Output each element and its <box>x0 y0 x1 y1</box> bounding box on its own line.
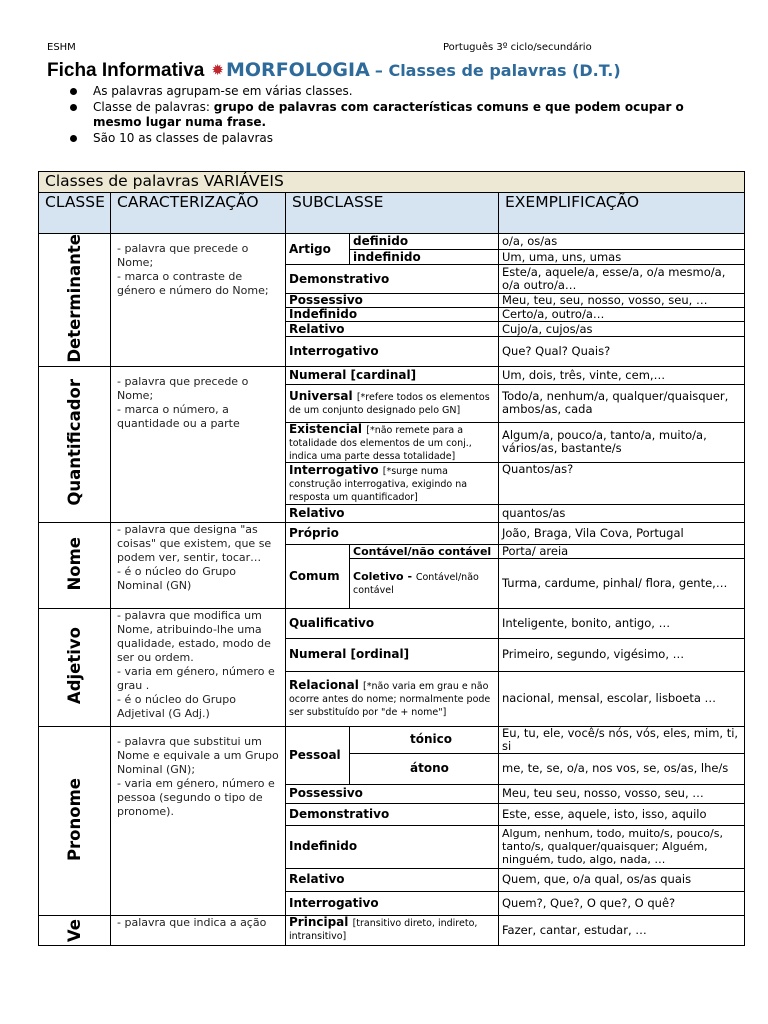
ex-tonico: Eu, tu, ele, você/s nós, vós, eles, mim, ti, si <box>499 726 745 753</box>
class-pronome <box>39 726 111 915</box>
sub-relativo-p: Relativo <box>286 868 499 891</box>
sub-numeral-ordinal: Numeral [ordinal] <box>286 638 499 671</box>
ex-demonstrativo-p: Este, esse, aquele, isto, isso, aquilo <box>499 803 745 825</box>
sub-coletivo-label: Coletivo - <box>353 570 413 584</box>
sub-interrogativo: Interrogativo <box>286 337 499 366</box>
ex-contavel: Porta/ areia <box>499 544 745 558</box>
header-classe: CLASSE <box>39 193 111 234</box>
sub-relacional <box>286 671 499 726</box>
page-title <box>47 59 621 82</box>
sub-principal <box>286 915 499 945</box>
ex-atono: me, te, se, o/a, nos vos, se, os/as, lhe/s <box>499 753 745 784</box>
sub-principal-label: Principal <box>289 915 349 929</box>
ex-numeral-ordinal: Primeiro, segundo, vigésimo, … <box>499 638 745 671</box>
ex-interrogativo-q: Quantos/as? <box>499 462 745 504</box>
sub-demonstrativo-p: Demonstrativo <box>286 803 499 825</box>
sub-relativo: Relativo <box>286 322 499 337</box>
ex-interrogativo-p: Quem?, Que?, O que?, O quê? <box>499 891 745 915</box>
sub-indefinido: indefinido <box>350 250 499 265</box>
class-label: Adjetivo <box>65 627 84 705</box>
class-nome <box>39 522 111 608</box>
sub-definido: definido <box>350 234 499 250</box>
class-label: Ve <box>65 918 84 942</box>
class-label: Nome <box>65 536 84 591</box>
sub-relacional-note: [*não varia em grau e não ocorre antes do nome; normalmente pode ser substituído por "de + nome"] <box>289 681 491 719</box>
ex-universal: Todo/a, nenhum/a, qualquer/quaisquer, ambos/as, cada <box>499 384 745 422</box>
sub-coletivo <box>350 558 499 608</box>
car-pronome: - palavra que substitui um Nome e equivale a um Grupo Nominal (GN); - varia em género, número e pessoa (segundo o tipo de pronome). <box>111 726 286 915</box>
ex-relativo: Cujo/a, cujos/as <box>499 322 745 337</box>
ex-definido: o/a, os/as <box>499 234 745 250</box>
sub-demonstrativo: Demonstrativo <box>286 265 499 293</box>
car-verbo: - palavra que indica a ação <box>111 915 286 945</box>
class-label: Quantificador <box>65 379 84 506</box>
sub-possessivo: Possessivo <box>286 293 499 307</box>
ex-numeral-cardinal: Um, dois, três, vinte, cem,… <box>499 366 745 384</box>
class-verbo <box>39 915 111 945</box>
sub-universal-note: [*refere todos os elementos de um conjunto designado pelo GN] <box>289 392 490 417</box>
bullet-text: Classe de palavras: <box>93 99 214 114</box>
title-part3: – Classes de palavras (D.T.) <box>374 61 621 80</box>
sub-interrogativo-p: Interrogativo <box>286 891 499 915</box>
intro-bullet-list <box>68 84 708 146</box>
bullet-text: As palavras agrupam-se em várias classes. <box>93 84 353 98</box>
sub-universal <box>286 384 499 422</box>
ex-indefinido-p: Algum, nenhum, todo, muito/s, pouco/s, tanto/s, qualquer/quaisquer; Alguém, ninguém, tudo, algo, nada, … <box>499 825 745 868</box>
sub-qualificativo: Qualificativo <box>286 608 499 638</box>
ex-proprio: João, Braga, Vila Cova, Portugal <box>499 522 745 544</box>
sub-atono: átono <box>350 753 499 784</box>
class-determinante <box>39 234 111 367</box>
sub-existencial-note: [*não remete para a totalidade dos elementos de um conj., indica uma parte dessa totalidade] <box>289 424 472 462</box>
sub-comum: Comum <box>286 544 350 608</box>
ex-relativo-q: quantos/as <box>499 504 745 522</box>
word-classes-table <box>38 171 745 946</box>
bullet-item <box>68 100 708 131</box>
car-nome: - palavra que designa "as coisas" que existem, que se podem ver, sentir, tocar… - é o núcleo do Grupo Nominal (GN) <box>111 522 286 608</box>
sub-artigo: Artigo <box>286 234 350 265</box>
ex-possessivo: Meu, teu, seu, nosso, vosso, seu, … <box>499 293 745 307</box>
sub-tonico: tónico <box>350 726 499 753</box>
header-exemplificacao: EXEMPLIFICAÇÃO <box>499 193 745 234</box>
bullet-item <box>68 84 708 100</box>
sub-interrogativo-note: [*surge numa construção interrogativa, exigindo na resposta um quantificador] <box>289 465 468 503</box>
school-label: ESHM <box>47 42 76 53</box>
ex-relativo-p: Quem, que, o/a qual, os/as quais <box>499 868 745 891</box>
sub-interrogativo-label: Interrogativo <box>289 462 379 477</box>
sub-existencial <box>286 422 499 462</box>
sub-possessivo-p: Possessivo <box>286 784 499 803</box>
bullet-item <box>68 131 708 147</box>
title-part2: MORFOLOGIA <box>226 59 370 81</box>
ex-interrogativo: Que? Qual? Quais? <box>499 337 745 366</box>
bullet-bold-text: grupo de palavras com características comuns e que podem ocupar o mesmo lugar numa frase. <box>93 99 684 129</box>
red-star-icon: ✹ <box>211 61 224 79</box>
sub-indefinido2: Indefinido <box>286 307 499 321</box>
ex-demonstrativo: Este/a, aquele/a, esse/a, o/a mesmo/a, o/a outro/a… <box>499 265 745 293</box>
sub-proprio: Próprio <box>286 522 499 544</box>
ex-principal: Fazer, cantar, estudar, … <box>499 915 745 945</box>
sub-coletivo-note: Contável/não contável <box>353 572 479 597</box>
ex-existencial: Algum/a, pouco/a, tanto/a, muito/a, vários/as, bastante/s <box>499 422 745 462</box>
ex-indefinido2: Certo/a, outro/a… <box>499 307 745 321</box>
course-label: Português 3º ciclo/secundário <box>443 42 592 53</box>
ex-relacional: nacional, mensal, escolar, lisboeta … <box>499 671 745 726</box>
ex-indefinido: Um, uma, uns, umas <box>499 250 745 265</box>
ex-coletivo: Turma, cardume, pinhal/ flora, gente,… <box>499 558 745 608</box>
class-adjetivo <box>39 608 111 726</box>
ex-qualificativo: Inteligente, bonito, antigo, … <box>499 608 745 638</box>
sub-numeral-cardinal: Numeral [cardinal] <box>286 366 499 384</box>
class-quantificador <box>39 366 111 522</box>
car-quantificador: - palavra que precede o Nome; - marca o número, a quantidade ou a parte <box>111 366 286 522</box>
sub-principal-note: [transitivo direto, indireto, intransitivo] <box>289 917 478 942</box>
sub-relacional-label: Relacional <box>289 678 359 693</box>
car-determinante: - palavra que precede o Nome; - marca o contraste de género e número do Nome; <box>111 234 286 367</box>
table-caption: Classes de palavras VARIÁVEIS <box>39 172 745 193</box>
car-adjetivo: - palavra que modifica um Nome, atribuindo-lhe uma qualidade, estado, modo de ser ou ordem. - varia em género, número e grau . - é o núcleo do Grupo Adjetival (G Adj.) <box>111 608 286 726</box>
bullet-text: São 10 as classes de palavras <box>93 130 273 145</box>
sub-universal-label: Universal <box>289 389 353 404</box>
sub-pessoal: Pessoal <box>286 726 350 784</box>
sub-relativo-q: Relativo <box>286 504 499 522</box>
sub-contavel: Contável/não contável <box>350 544 499 558</box>
sub-existencial-label: Existencial <box>289 422 363 436</box>
title-part1: Ficha Informativa <box>47 60 205 81</box>
ex-possessivo-p: Meu, teu seu, nosso, vosso, seu, … <box>499 784 745 803</box>
header-subclasse: SUBCLASSE <box>286 193 499 234</box>
sub-interrogativo-q <box>286 462 499 504</box>
header-caracterizacao: CARACTERIZAÇÃO <box>111 193 286 234</box>
class-label: Determinante <box>65 234 84 363</box>
class-label: Pronome <box>65 777 84 861</box>
sub-indefinido-p: Indefinido <box>286 825 499 868</box>
